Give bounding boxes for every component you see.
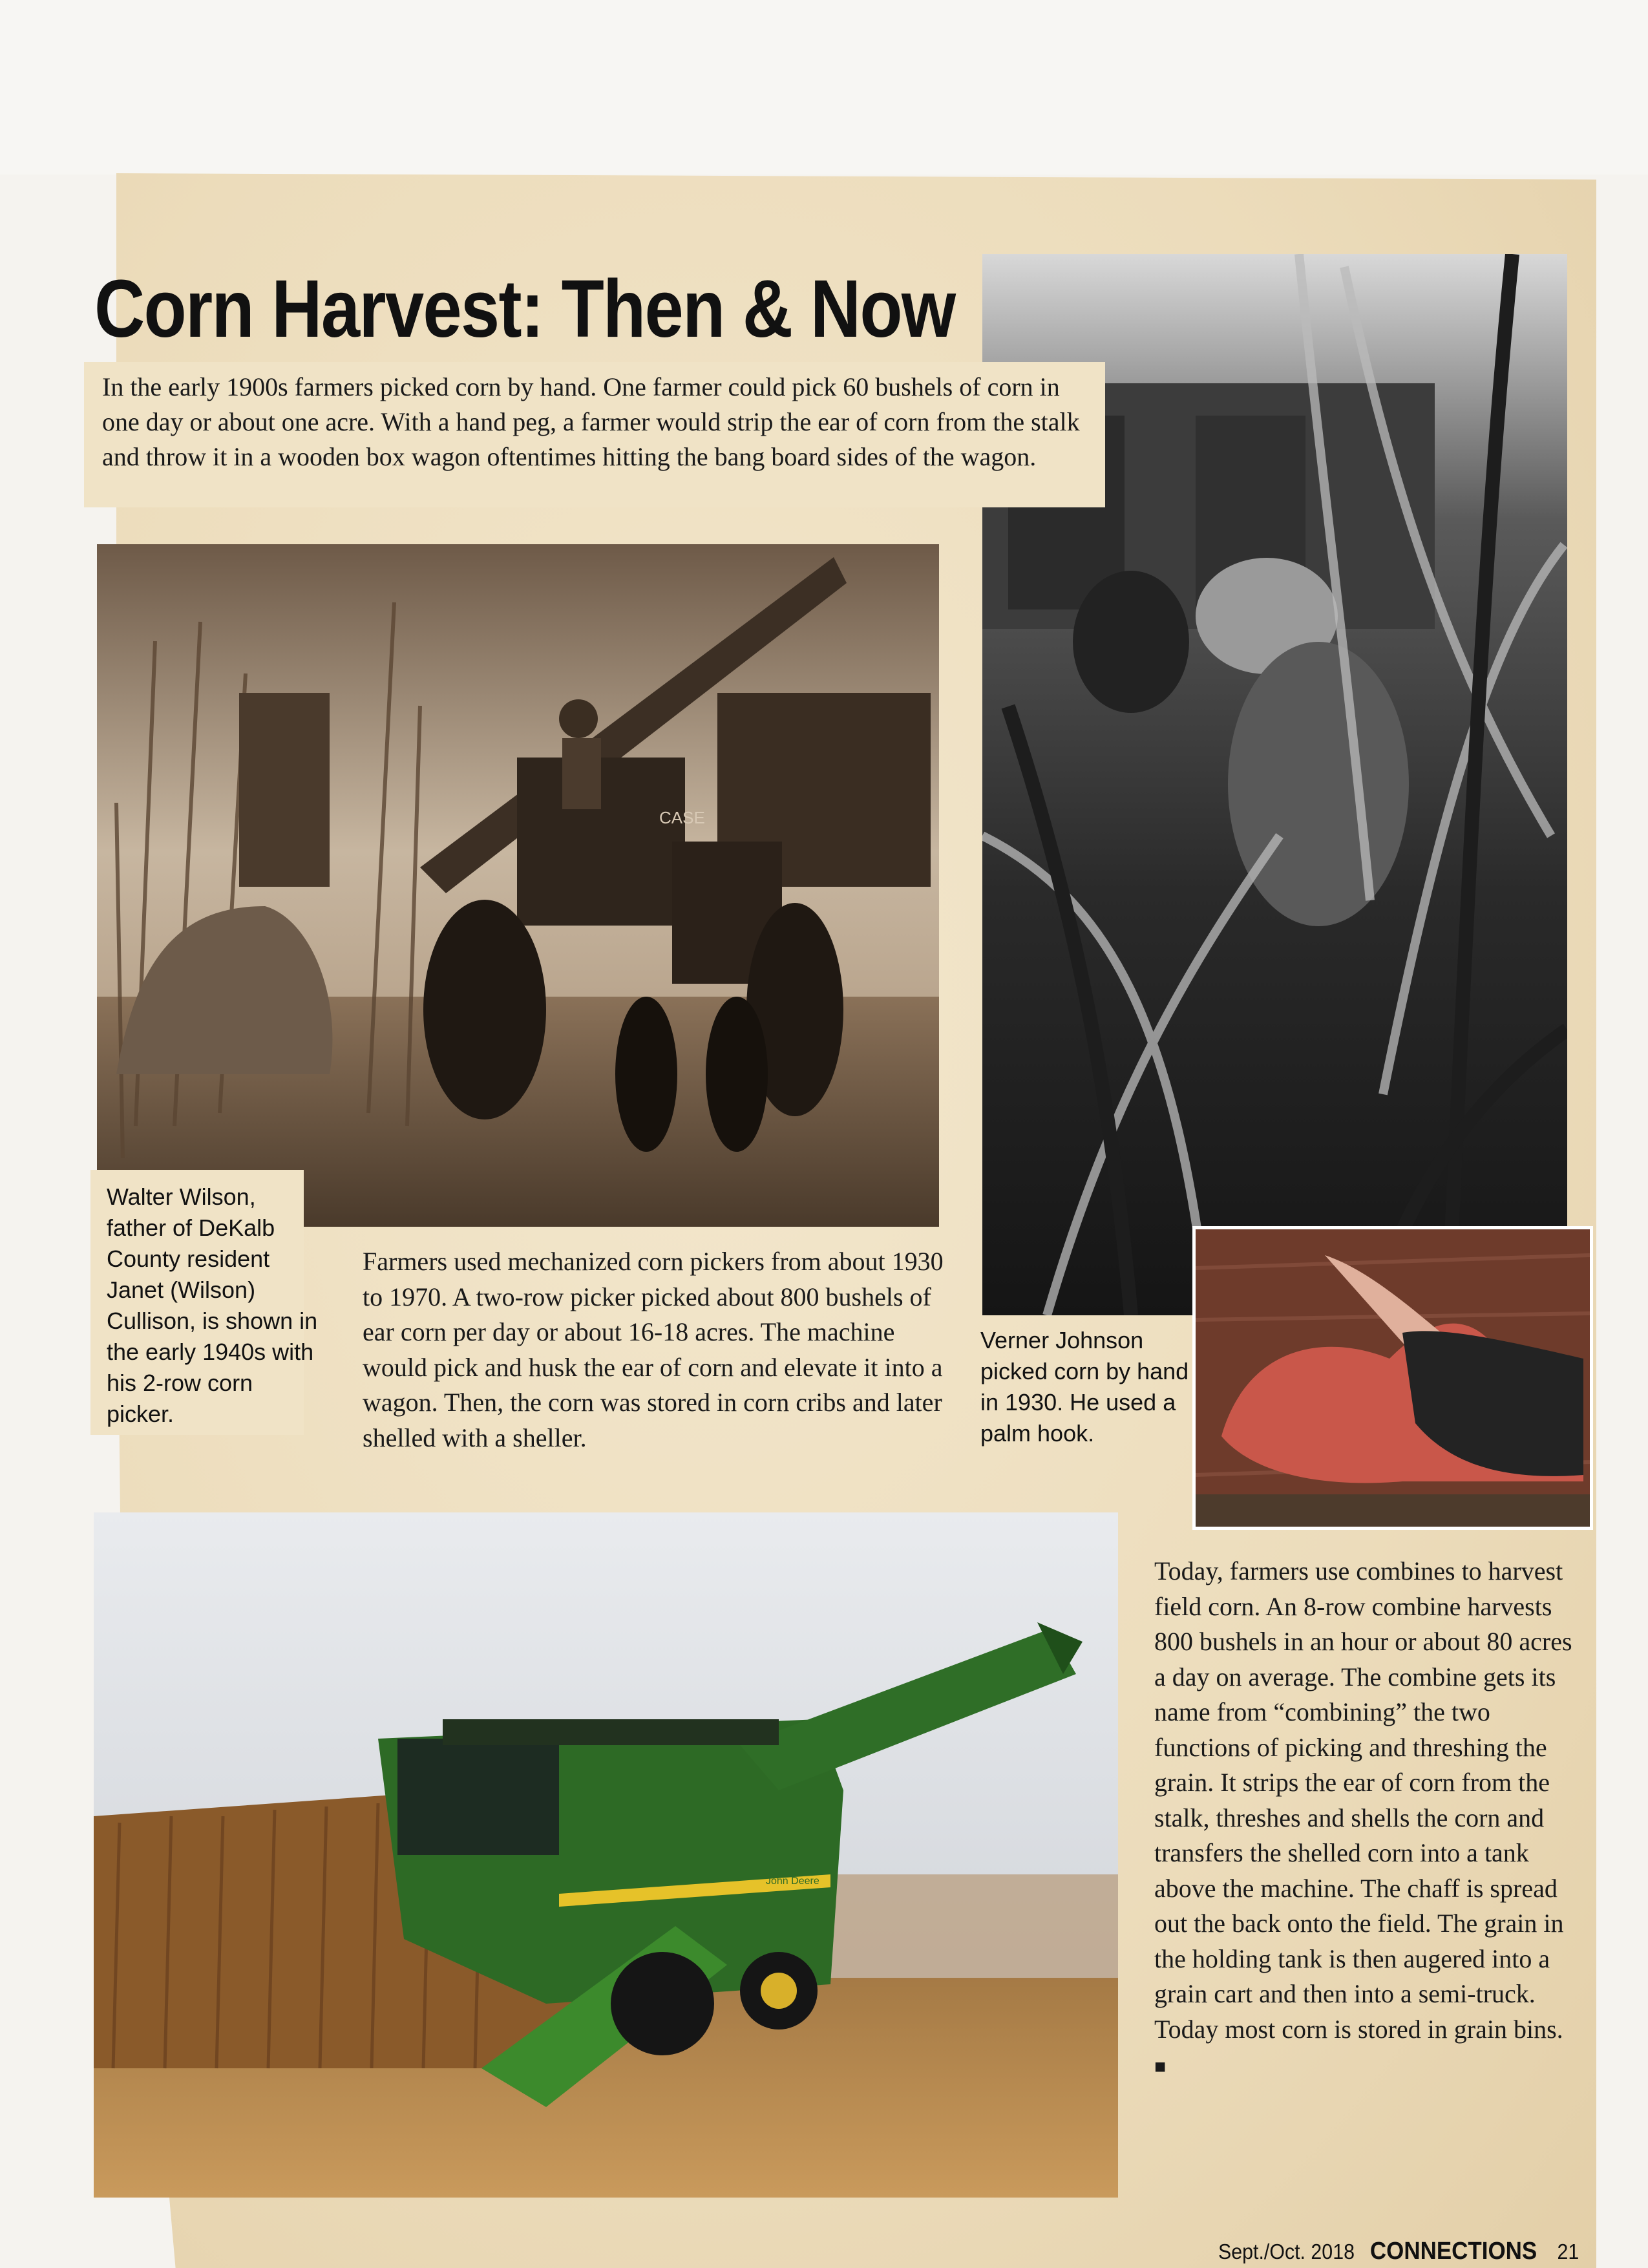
photo-palm-hook xyxy=(1192,1226,1593,1530)
mechanized-pickers-paragraph: Farmers used mechanized corn pickers from about 1930 to 1970. A two-row picker picked about 800 bushels of ear corn per day or about 16-18 acres. The machine would pick and husk the ear of corn and elevate it into a wagon. Then, the corn was stored in corn cribs and later shelled with a sheller. xyxy=(363,1247,944,1452)
page-number: 21 xyxy=(1557,2240,1579,2263)
caption-verner-johnson: Verner Johnson picked corn by hand in 1930. He used a palm hook. xyxy=(980,1327,1189,1447)
photo-tractor-corn-picker xyxy=(97,544,939,1227)
scan-margin xyxy=(0,0,1648,175)
issue-date: Sept./Oct. 2018 xyxy=(1218,2240,1355,2263)
today-combines-text: Today, farmers use combines to harvest field corn. An 8-row combine harvests 800 bushels in an hour or about 80 acres a day on average. The combine gets its name from “combining” the two functions of picking and threshing the grain. It strips the ear of corn from the stalk, threshes and shells the corn and transfers the shelled corn into a tank above the machine. The chaff is spread out the back onto the field. The grain in the holding tank is then augered into a grain cart and then into a semi-truck. Today most corn is stored in grain bins. xyxy=(1154,1556,1572,2044)
magazine-name: CONNECTIONS xyxy=(1369,2238,1537,2265)
today-combines-paragraph xyxy=(1154,1554,1581,2085)
end-of-article-mark: ■ xyxy=(1154,2056,1167,2077)
caption-walter-wilson: Walter Wilson, father of DeKalb County resident Janet (Wilson) Cullison, is shown in the early 1940s with his 2-row corn picker. xyxy=(107,1183,318,1427)
combine-brand-label: John Deere xyxy=(766,1876,819,1887)
intro-paragraph: In the early 1900s farmers picked corn by hand. One farmer could pick 60 bushels of corn in one day or about one acre. With a hand peg, a farmer would strip the ear of corn from the stalk and throw it in a wooden box wagon oftentimes hitting the bang board sides of the wagon. xyxy=(102,372,1080,471)
photo-modern-combine xyxy=(94,1512,1118,2198)
page-footer xyxy=(1218,2235,1599,2267)
tractor-brand-label: CASE xyxy=(659,808,705,827)
article-title: Corn Harvest: Then & Now xyxy=(94,263,955,354)
